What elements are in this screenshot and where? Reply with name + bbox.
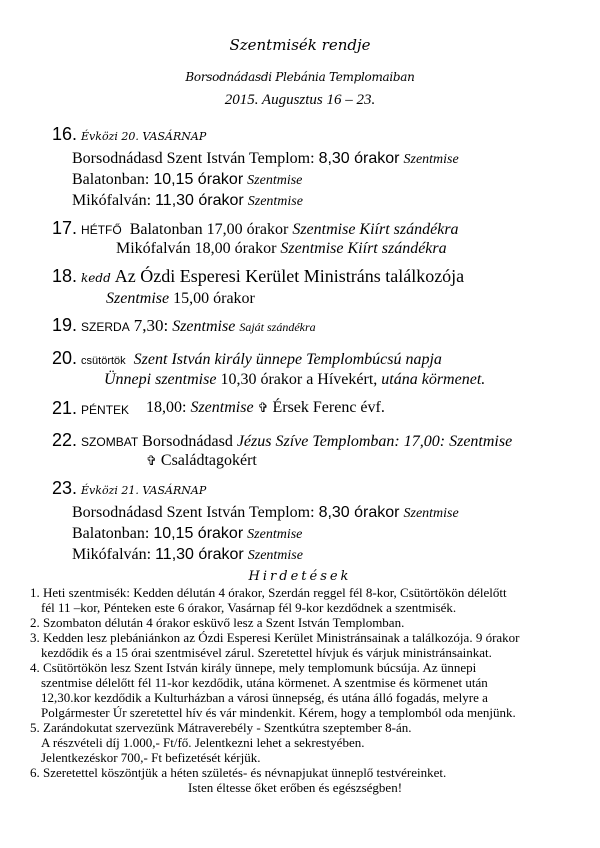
announcement-item	[30, 720, 590, 765]
announcement-line: Jelentkezéskor 700,- Ft befizetését kérjük.	[41, 750, 261, 765]
mass-row	[146, 399, 385, 417]
mass-place: Balatonban:	[72, 171, 150, 188]
day-label: kedd	[81, 271, 111, 285]
day-number: 18.	[52, 266, 78, 286]
event-title: Az Ózdi Esperesi Kerület Ministráns találkozója	[114, 266, 465, 286]
announcement-item	[30, 765, 590, 780]
mass-type: Szentmise	[247, 194, 303, 209]
day-19-header	[52, 315, 316, 336]
mass-time: 18,00:	[146, 399, 187, 416]
announcements-heading: Hirdetések	[248, 569, 352, 584]
announcement-item	[30, 660, 590, 720]
cross-icon: ✞	[146, 453, 157, 468]
mass-type: Szentmise	[247, 173, 303, 188]
mass-row	[72, 192, 303, 210]
mass-row	[106, 290, 255, 308]
mass-intent: Családtagokért	[160, 452, 257, 469]
day-23-header	[52, 478, 206, 499]
mass-place: Borsodnádasd Szent István Templom:	[72, 150, 315, 167]
announcement-line: fél 11 –kor, Pénteken este 6 órakor, Vasárnap fél 9-kor kezdődnek a szentmisék.	[41, 600, 457, 615]
day-16-header	[52, 124, 206, 145]
mass-place: Balatonban 17,00 órakor	[129, 221, 289, 238]
mass-time: 7,30:	[133, 316, 169, 335]
mass-type: Szentmise	[106, 290, 170, 307]
announcement-closing: Isten éltesse őket erőben és egészségben!	[187, 780, 403, 795]
day-number: 19.	[52, 315, 78, 335]
mass-time: 10,15 órakor	[153, 171, 244, 188]
day-number: 20.	[52, 348, 78, 368]
mass-type: Szentmise	[247, 527, 303, 542]
event-title: Szent István király ünnepe Templombúcsú napja	[133, 351, 442, 368]
day-number: 22.	[52, 430, 78, 450]
mass-type: Szentmise Kiírt szándékra	[280, 240, 447, 257]
page-subtitle: Borsodnádasdi Plebánia Templomaiban	[185, 70, 415, 84]
announcement-line: szentmise délelőtt fél 11-kor kezdődik, utána körmenet. A szentmise és körmenet után	[41, 675, 488, 690]
announcement-line: 1. Heti szentmisék: Kedden délután 4 órakor, Szerdán reggel fél 8-kor, Csütörtökön délelőtt	[30, 585, 507, 600]
mass-time: 15,00 órakor	[173, 290, 255, 307]
mass-type: Szentmise Kiírt szándékra	[292, 221, 459, 238]
mass-type: Szentmise	[172, 318, 236, 335]
mass-place: Mikófalván 18,00 órakor	[116, 240, 277, 257]
mass-row	[146, 452, 257, 470]
day-number: 16.	[52, 124, 78, 144]
mass-time: 10,15 órakor	[153, 525, 244, 542]
day-label: Évközi 20. VASÁRNAP	[81, 130, 207, 143]
day-20-header	[52, 348, 442, 369]
mass-detail: 10,30 órakor a Hívekért,	[220, 371, 378, 388]
announcement-item	[30, 615, 590, 630]
mass-row	[72, 504, 459, 522]
mass-type: Szentmise	[190, 399, 254, 416]
day-17-header	[52, 218, 459, 239]
mass-place: Mikófalván:	[72, 192, 152, 209]
announcement-item	[30, 630, 590, 660]
announcement-line: 4. Csütörtökön lesz Szent István király ünnepe, mely templomunk búcsúja. Az ünnepi	[30, 660, 477, 675]
mass-row	[72, 525, 302, 543]
day-label: HÉTFŐ	[81, 223, 122, 237]
day-label: PÉNTEK	[81, 403, 130, 417]
announcement-line: 2. Szombaton délután 4 órakor esküvő lesz a Szent István Templomban.	[30, 615, 405, 630]
mass-time: 11,30 órakor	[155, 192, 244, 209]
mass-row	[104, 371, 485, 389]
mass-place: Borsodnádasd	[142, 433, 233, 450]
day-number: 23.	[52, 478, 78, 498]
day-label: SZERDA	[81, 320, 130, 334]
day-label: SZOMBAT	[81, 435, 139, 449]
announcements-list	[30, 585, 590, 795]
mass-place: Balatonban:	[72, 525, 150, 542]
day-label: csütörtök	[81, 355, 126, 367]
mass-after: utána körmenet.	[381, 371, 486, 388]
mass-time: 8,30 órakor	[318, 150, 400, 167]
announcement-line: 5. Zarándokutat szervezünk Mátraverebély - Szentkútra szeptember 8-án.	[30, 720, 412, 735]
announcement-line: 6. Szeretettel köszöntjük a héten születés- és névnapjukat ünneplő testvéreinket.	[30, 765, 447, 780]
mass-intent: Saját szándékra	[239, 320, 316, 334]
day-18-header	[52, 266, 464, 287]
mass-row	[72, 171, 302, 189]
announcement-line: A részvételi díj 1.000,- Ft/fő. Jelentkezni lehet a sekrestyében.	[41, 735, 365, 750]
announcement-item	[30, 585, 590, 615]
mass-type: Szentmise	[247, 548, 303, 563]
day-21-header	[52, 398, 129, 419]
day-label: Évközi 21. VASÁRNAP	[81, 484, 207, 497]
day-number: 21.	[52, 398, 78, 418]
cross-icon: ✞	[257, 400, 269, 415]
mass-type: Ünnepi szentmise	[104, 371, 217, 388]
mass-row	[116, 240, 447, 258]
announcement-line: Polgármester Úr szeretettel hív és vár mindenkit. Kérem, hogy a templomból oda menjünk.	[41, 705, 516, 720]
mass-place: Mikófalván:	[72, 546, 152, 563]
mass-row	[72, 546, 303, 564]
mass-type: Szentmise	[403, 152, 459, 167]
announcement-line: 12,30.kor kezdődik a Kulturházban a városi ünnepség, és utána álló fogadás, melyre a	[41, 690, 488, 705]
mass-type: Szentmise	[403, 506, 459, 521]
mass-time: 8,30 órakor	[318, 504, 400, 521]
date-range: 2015. Augusztus 16 – 23.	[224, 92, 376, 108]
day-22-header	[52, 430, 512, 451]
announcement-line: kezdődik és a 15 órai szentmisével zárul. Szeretettel hívjuk és várjuk ministránsainkat.	[41, 645, 492, 660]
mass-time: 11,30 órakor	[155, 546, 244, 563]
church-name: Jézus Szíve Templomban: 17,00: Szentmise	[236, 433, 513, 450]
page-title: Szentmisék rendje	[229, 36, 371, 54]
mass-place: Borsodnádasd Szent István Templom:	[72, 504, 315, 521]
day-number: 17.	[52, 218, 78, 238]
mass-intent: Érsek Ferenc évf.	[272, 399, 385, 416]
mass-row	[72, 150, 459, 168]
announcement-line: 3. Kedden lesz plebániánkon az Ózdi Esperesi Kerület Ministránsainak a találkozója. 9 órakor	[30, 630, 520, 645]
